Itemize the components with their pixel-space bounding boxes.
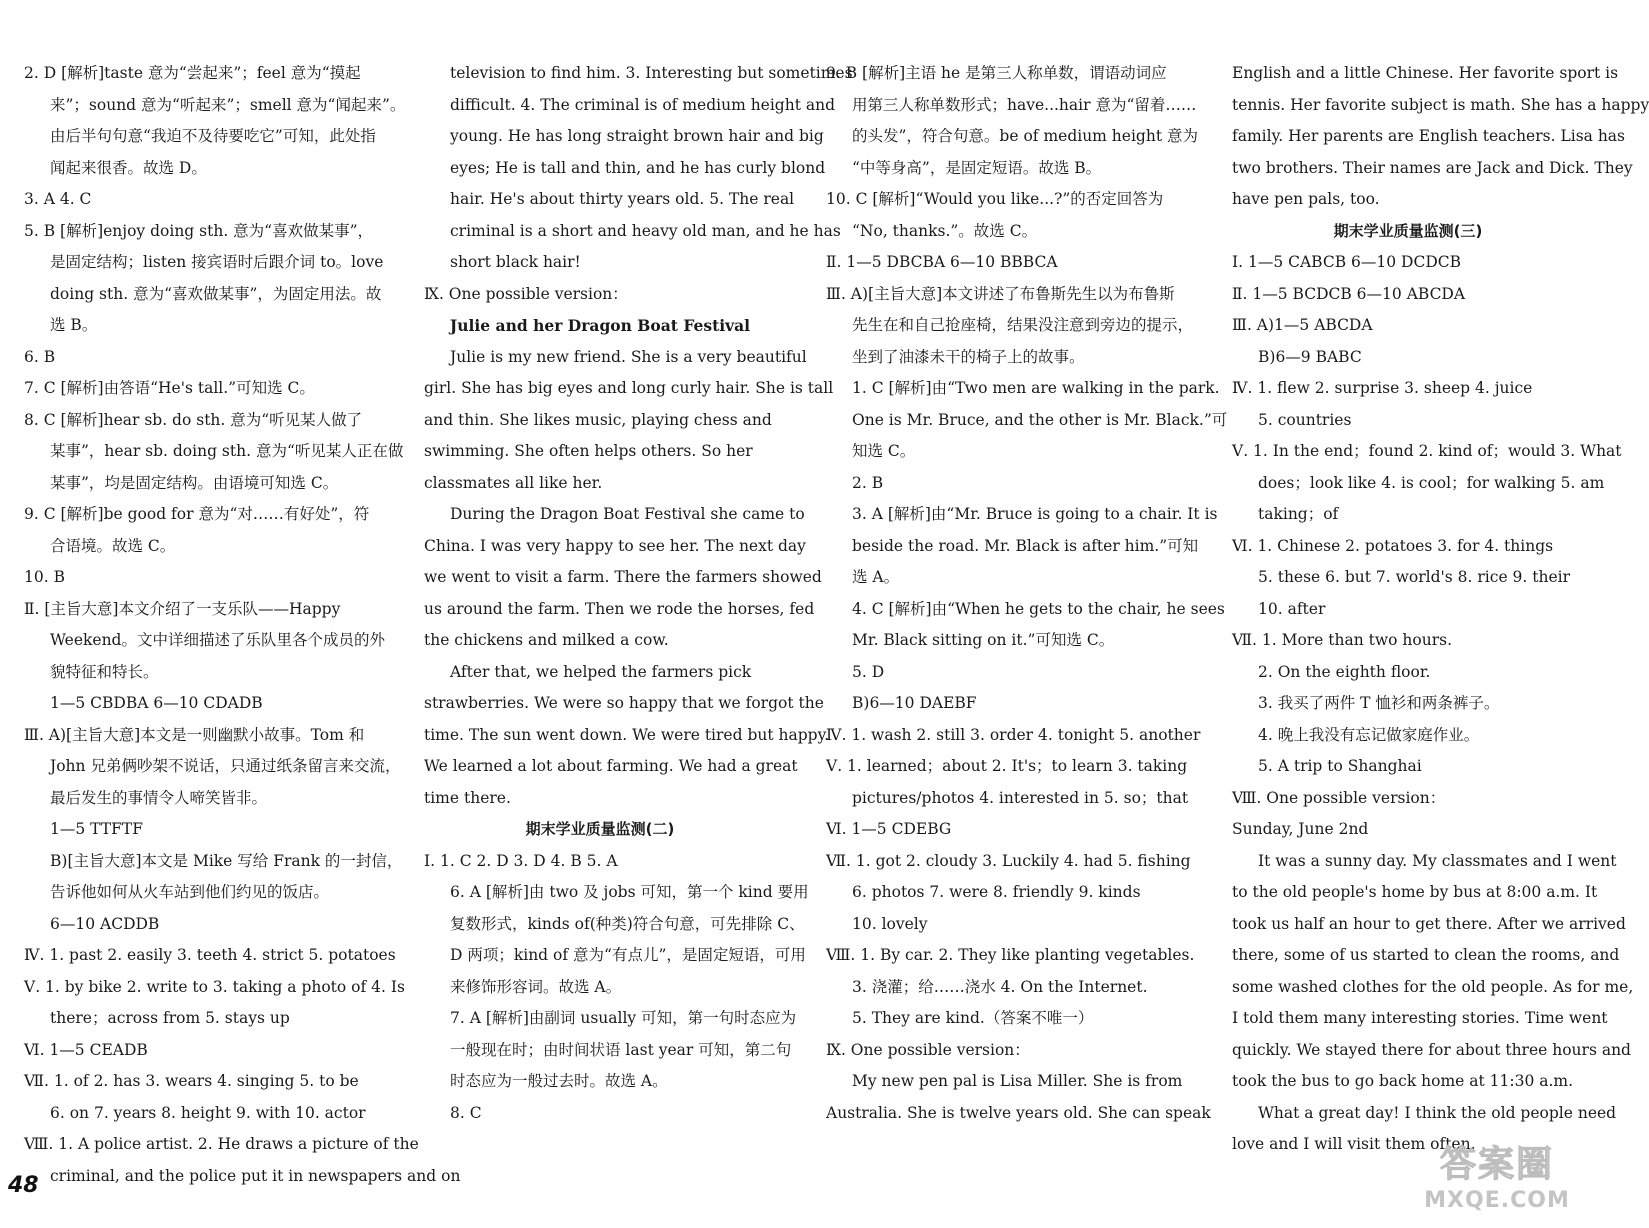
answer-line: 最后发生的事情令人啼笑皆非。 [50,788,268,807]
answer-line: 用第三人称单数形式；have...hair 意为“留着…… [852,95,1197,114]
answer-line: 10. C [解析]“Would you like...?”的否定回答为 [826,190,1164,208]
section-heading: 期末学业质量监测(三) [1333,221,1483,240]
answer-line: hair. He's about thirty years old. 5. The real [450,190,795,208]
answer-line: 闻起来很香。故选 D。 [50,158,207,177]
answer-line: “No, thanks.”。故选 C。 [852,221,1038,240]
answer-line: us around the farm. Then we rode the horses, fed [424,599,815,618]
answer-line: 1. C [解析]由“Two men are walking in the park. [852,379,1220,397]
answer-line: 6. B [24,347,56,366]
answer-line: 告诉他如何从火车站到他们约见的饭店。 [50,883,330,901]
answer-line: television to find him. 3. Interesting but sometimes [450,64,853,82]
answer-line: family. Her parents are English teachers. Lisa has [1232,127,1626,145]
answer-line: Sunday, June 2nd [1232,820,1369,838]
answer-line: 来”；sound 意为“听起来”；smell 意为“闻起来”。 [50,95,406,114]
answer-line: girl. She has big eyes and long curly hair. She is tall [424,379,834,397]
watermark-site-text: MXQE.COM [1424,1188,1570,1213]
answer-line: 7. A [解析]由副词 usually 可知，第一句时态应为 [450,1009,797,1027]
answer-line: 8. C [解析]hear sb. do sth. 意为“听见某人做了 [24,410,363,429]
answer-line: China. I was very happy to see her. The next day [424,536,806,555]
answer-column-4 [1232,58,1649,1178]
page-number: 48 [8,1173,39,1198]
answer-line: 6. photos 7. were 8. friendly 9. kinds [852,883,1141,901]
answer-line: My new pen pal is Lisa Miller. She is from [852,1072,1183,1090]
answer-line: 5. B [解析]enjoy doing sth. 意为“喜欢做某事”， [24,221,374,240]
answer-line: 3. 浇灌；给……浇水 4. On the Internet. [852,977,1148,996]
answer-line: 5. countries [1258,410,1352,429]
answer-line: 3. A [解析]由“Mr. Bruce is going to a chair. It is [852,505,1218,523]
answer-line: pictures/photos 4. interested in 5. so；that [852,788,1189,807]
answer-line: 10. lovely [852,914,928,933]
answer-line: 时态应为一般过去时。故选 A。 [450,1072,668,1090]
essay-title: Julie and her Dragon Boat Festival [449,316,751,335]
answer-line: D 两项；kind of 意为“有点儿”，是固定短语，可用 [450,946,806,964]
answer-line: and thin. She likes music, playing chess and [424,410,772,429]
answer-line: Ⅷ. 1. By car. 2. They like planting vegetables. [826,946,1195,964]
answer-line: Ⅳ. 1. past 2. easily 3. teeth 4. strict 5. potatoes [24,946,396,964]
answer-line: 1—5 TTFTF [50,820,143,838]
watermark-logo-text: 答案圈 [1439,1144,1554,1185]
answer-line: Ⅴ. 1. In the end；found 2. kind of；would 3. What [1232,442,1622,460]
answer-line: took the bus to go back home at 11:30 a.m. [1232,1072,1574,1090]
answer-line: Ⅷ. 1. A police artist. 2. He draws a picture of the [24,1135,419,1153]
answer-line: B)[主旨大意]本文是 Mike 写给 Frank 的一封信， [50,851,403,870]
answer-line: some washed clothes for the old people. As for me, [1232,977,1634,996]
answer-line: Ⅱ. 1—5 DBCBA 6—10 BBBCA [826,253,1058,271]
answer-line: time there. [424,788,511,807]
answer-line: short black hair! [450,253,581,271]
answer-line: 7. C [解析]由答语“He's tall.”可知选 C。 [24,379,315,397]
answer-line: 2. B [852,473,884,492]
answer-line: Ⅰ. 1. C 2. D 3. D 4. B 5. A [424,851,618,870]
answer-line: Australia. She is twelve years old. She can speak [826,1103,1211,1122]
answer-line: 6—10 ACDDB [50,914,160,933]
answer-line: the chickens and milked a cow. [424,631,669,649]
answer-line: Ⅲ. A)1—5 ABCDA [1232,316,1373,334]
answer-line: 坐到了油漆未干的椅子上的故事。 [852,347,1085,366]
answer-line: Mr. Black sitting on it.”可知选 C。 [852,631,1115,649]
answer-line: 来修饰形容词。故选 A。 [450,977,622,996]
answer-line: Ⅰ. 1—5 CABCB 6—10 DCDCB [1232,253,1462,271]
answer-line: have pen pals, too. [1232,190,1380,208]
answer-line: Ⅶ. 1. got 2. cloudy 3. Luckily 4. had 5. fishing [826,851,1191,870]
answer-line: During the Dragon Boat Festival she came to [450,505,805,523]
answer-line: 3. A 4. C [24,190,92,208]
answer-line: 是固定结构；listen 接宾语时后跟介词 to。love [50,253,384,271]
answer-line: 知选 C。 [852,442,916,460]
answer-line: Ⅵ. 1—5 CDEBG [826,820,952,838]
answer-line: Ⅱ. [主旨大意]本文介绍了一支乐队——Happy [24,599,341,618]
answer-column-2 [424,58,853,1178]
answer-line: swimming. She often helps others. So her [424,442,753,460]
answer-line: We learned a lot about farming. We had a great [424,757,798,775]
answer-line: taking；of [1258,505,1339,523]
answer-line: 6. A [解析]由 two 及 jobs 可知，第一个 kind 要用 [450,883,809,901]
answer-line: 某事”，均是固定结构。由语境可知选 C。 [50,473,339,492]
answer-line: 某事”，hear sb. doing sth. 意为“听见某人正在做 [50,442,404,460]
answer-line: 9. C [解析]be good for 意为“对……有好处”，符 [24,505,370,523]
answer-line: two brothers. Their names are Jack and Dick. They [1232,158,1633,177]
answer-line: 2. D [解析]taste 意为“尝起来”；feel 意为“摸起 [24,64,361,82]
answer-line: there, some of us started to clean the rooms, and [1232,946,1620,964]
answer-line: 先生在和自己抢座椅，结果没注意到旁边的提示， [852,316,1194,334]
answer-line: English and a little Chinese. Her favorite sport is [1232,64,1619,82]
answer-line: “中等身高”，是固定短语。故选 B。 [852,158,1102,177]
answer-line: Ⅲ. A)[主旨大意]本文讲述了布鲁斯先生以为布鲁斯 [826,284,1175,303]
watermark-logo [1412,1142,1582,1222]
answer-line: 选 A。 [852,568,900,586]
answer-line: Ⅴ. 1. learned；about 2. It's；to learn 3. taking [826,757,1188,775]
answer-line: Ⅱ. 1—5 BCDCB 6—10 ABCDA [1232,284,1466,303]
answer-line: B)6—9 BABC [1258,347,1362,366]
answer-line: criminal, and the police put it in newspapers and on [50,1166,461,1185]
answer-line: strawberries. We were so happy that we forgot the [424,694,824,712]
answer-line: B)6—10 DAEBF [852,694,977,712]
answer-line: 貌特征和特长。 [50,662,159,681]
answer-line: I told them many interesting stories. Time went [1232,1009,1608,1027]
answer-line: classmates all like her. [424,473,603,492]
answer-line: Ⅵ. 1. Chinese 2. potatoes 3. for 4. things [1232,536,1554,555]
answer-line: young. He has long straight brown hair and big [450,127,824,145]
answer-line: took us half an hour to get there. After we arrived [1232,914,1626,933]
answer-line: 4. 晚上我没有忘记做家庭作业。 [1258,725,1480,744]
answer-line: Ⅳ. 1. flew 2. surprise 3. sheep 4. juice [1232,379,1533,397]
section-heading: 期末学业质量监测(二) [525,820,675,838]
answer-line: eyes; He is tall and thin, and he has curly blond [450,158,826,177]
answer-line: 6. on 7. years 8. height 9. with 10. actor [50,1103,366,1122]
answer-line: Julie is my new friend. She is a very beautiful [450,347,807,366]
answer-line: Weekend。文中详细描述了乐队里各个成员的外 [50,631,385,649]
answer-line: quickly. We stayed there for about three hours and [1232,1040,1631,1059]
answer-line: difficult. 4. The criminal is of medium height and [450,95,836,114]
answer-line: Ⅶ. 1. More than two hours. [1232,631,1452,649]
answer-line: to the old people's home by bus at 8:00 a.m. It [1232,883,1598,901]
answer-line: John 兄弟俩吵架不说话，只通过纸条留言来交流， [50,757,401,775]
answer-line: Ⅵ. 1—5 CEADB [24,1040,148,1059]
answer-line: 8. C [450,1103,482,1122]
answer-line: Ⅴ. 1. by bike 2. write to 3. taking a photo of 4. Is [24,977,405,996]
answer-line: tennis. Her favorite subject is math. She has a happy [1232,95,1649,114]
answer-line: Ⅸ. One possible version： [424,284,628,303]
answer-line: It was a sunny day. My classmates and I went [1258,851,1617,870]
answer-line: Ⅷ. One possible version： [1232,788,1446,807]
answer-line: 选 B。 [50,316,98,334]
answer-line: love and I will visit them often. [1232,1135,1476,1153]
answer-line: there；across from 5. stays up [50,1009,290,1027]
answer-line: does；look like 4. is cool；for walking 5. am [1258,473,1605,492]
answer-column-3 [826,58,1228,1178]
answer-line: 合语境。故选 C。 [50,536,176,555]
answer-line: beside the road. Mr. Black is after him.”可知 [852,536,1199,555]
answer-line: 4. C [解析]由“When he gets to the chair, he sees [852,599,1225,618]
answer-line: One is Mr. Bruce, and the other is Mr. Black.”可 [852,410,1228,429]
answer-line: 9. B [解析]主语 he 是第三人称单数，谓语动词应 [826,64,1167,82]
answer-line: 复数形式，kinds of(种类)符合句意，可先排除 C、 [450,914,805,933]
answer-line: What a great day! I think the old people need [1258,1103,1617,1122]
answer-line: After that, we helped the farmers pick [450,662,752,681]
answer-line: 5. A trip to Shanghai [1258,757,1422,775]
answer-line: criminal is a short and heavy old man, and he has [450,221,841,240]
answer-line: 一般现在时；由时间状语 last year 可知，第二句 [450,1040,792,1059]
answer-line: 的头发”，符合句意。be of medium height 意为 [852,127,1198,145]
answer-line: Ⅶ. 1. of 2. has 3. wears 4. singing 5. to be [24,1072,359,1090]
answer-line: Ⅸ. One possible version： [826,1040,1030,1059]
answer-line: 10. B [24,568,65,586]
answer-line: 5. D [852,662,885,681]
answer-line: 5. They are kind.（答案不唯一） [852,1009,1094,1027]
answer-line: Ⅳ. 1. wash 2. still 3. order 4. tonight 5. another [826,725,1201,744]
answer-line: 10. after [1258,599,1326,618]
answer-line: 1—5 CBDBA 6—10 CDADB [50,694,263,712]
answer-line: doing sth. 意为“喜欢做某事”，为固定用法。故 [50,284,382,303]
answer-line: 2. On the eighth floor. [1258,662,1431,681]
answer-line: Ⅲ. A)[主旨大意]本文是一则幽默小故事。Tom 和 [24,725,365,744]
answer-column-1 [24,58,461,1185]
answer-line: 5. these 6. but 7. world's 8. rice 9. their [1258,568,1571,586]
answer-line: time. The sun went down. We were tired but happy. [424,725,830,744]
answer-line: we went to visit a farm. There the farmers showed [424,568,822,586]
answer-line: 3. 我买了两件 T 恤衫和两条裤子。 [1258,694,1500,712]
answer-line: 由后半句句意“我迫不及待要吃它”可知，此处指 [50,127,376,145]
